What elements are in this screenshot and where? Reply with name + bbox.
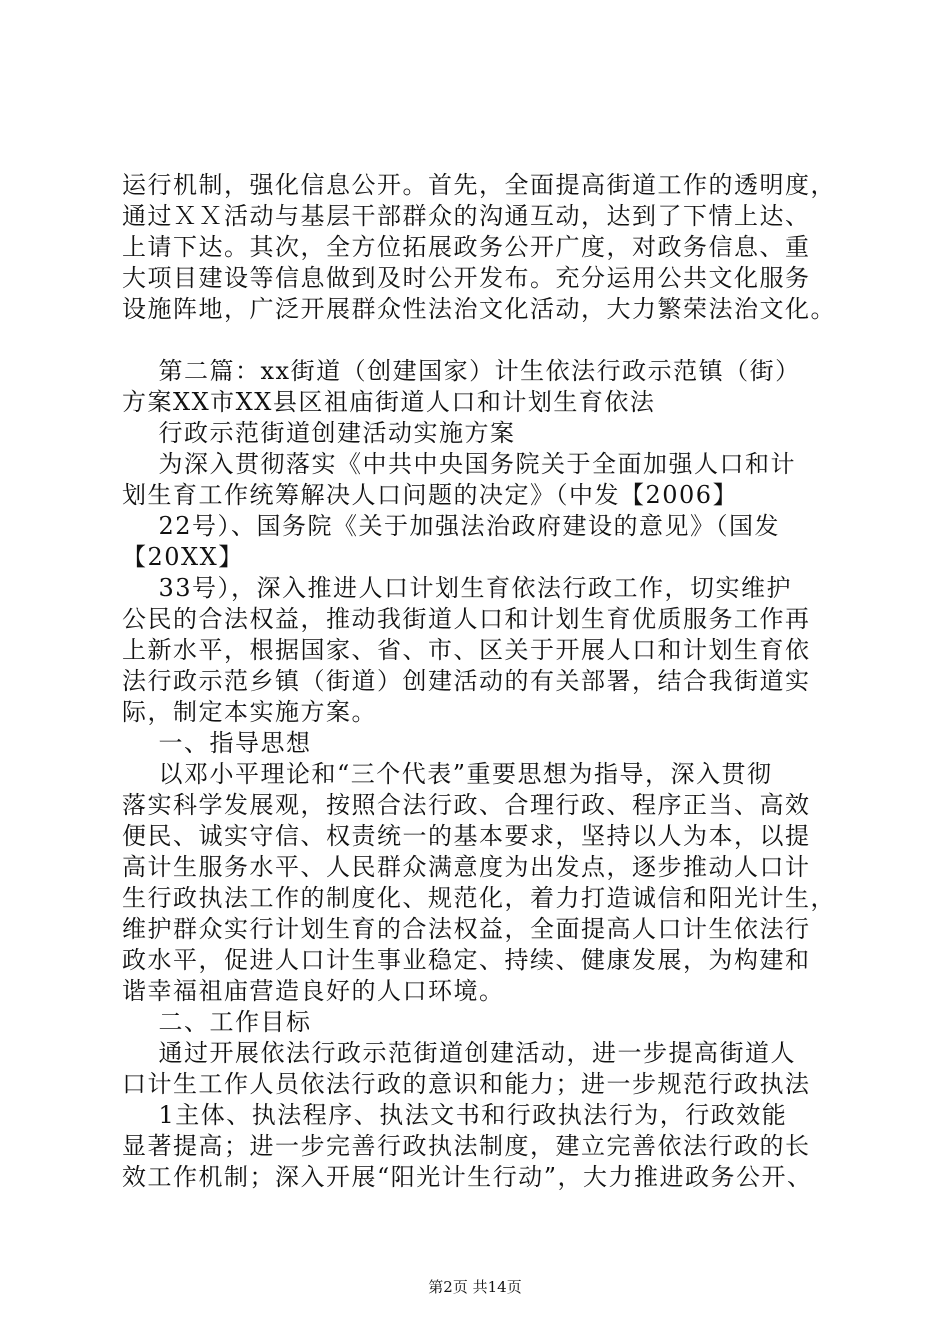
text-line: 【20XX】	[122, 543, 244, 571]
text-line: 上新水平，根据国家、省、市、区关于开展人口和计划生育依	[122, 636, 811, 664]
text-line: 公民的合法权益，推动我街道人口和计划生育优质服务工作再	[122, 605, 811, 633]
page-number-footer: 第2页 共14页	[428, 1278, 522, 1296]
text-line: 高计生服务水平、人民群众满意度为出发点，逐步推动人口计	[122, 853, 811, 881]
blank-line	[122, 325, 852, 356]
text-line: 便民、诚实守信、权责统一的基本要求，坚持以人为本，以提	[122, 822, 811, 850]
section-heading-line: 方案XX市XX县区祖庙街道人口和计划生育依法	[122, 388, 656, 416]
text-line: 运行机制，强化信息公开。首先，全面提高街道工作的透明度，	[122, 171, 836, 199]
text-line: 通过开展依法行政示范街道创建活动，进一步提高街道人	[122, 1039, 797, 1067]
text-line: 维护群众实行计划生育的合法权益，全面提高人口计生依法行	[122, 915, 811, 943]
text-line: 谐幸福祖庙营造良好的人口环境。	[122, 977, 505, 1005]
text-line: 为深入贯彻落实《中共中央国务院关于全面加强人口和计	[122, 450, 797, 478]
text-line: 1主体、执法程序、执法文书和行政执法行为，行政效能	[122, 1101, 788, 1129]
text-line: 显著提高；进一步完善行政执法制度，建立完善依法行政的长	[122, 1132, 811, 1160]
text-line: 33号），深入推进人口计划生育依法行政工作，切实维护	[122, 574, 793, 602]
text-line: 以邓小平理论和“三个代表”重要思想为指导，深入贯彻	[122, 760, 773, 788]
text-line: 大项目建设等信息做到及时公开发布。充分运用公共文化服务	[122, 264, 811, 292]
text-line: 效工作机制；深入开展“阳光计生行动”，大力推进政务公开、	[122, 1163, 813, 1191]
heading-work-goals: 二、工作目标	[122, 1008, 312, 1036]
text-line: 际，制定本实施方案。	[122, 698, 377, 726]
text-line: 上请下达。其次，全方位拓展政务公开广度，对政务信息、重	[122, 233, 811, 261]
text-line: 划生育工作统筹解决人口问题的决定》（中发【2006】	[122, 481, 739, 509]
section-heading-line: 行政示范街道创建活动实施方案	[122, 419, 516, 447]
text-line: 设施阵地，广泛开展群众性法治文化活动，大力繁荣法治文化。	[122, 295, 836, 323]
text-line: 法行政示范乡镇（街道）创建活动的有关部署，结合我街道实	[122, 667, 811, 695]
text-line: 落实科学发展观，按照合法行政、合理行政、程序正当、高效	[122, 791, 811, 819]
heading-guiding-thought: 一、指导思想	[122, 729, 312, 757]
document-body	[122, 170, 852, 1193]
text-line: 生行政执法工作的制度化、规范化，着力打造诚信和阳光计生，	[122, 884, 836, 912]
text-line: 通过ＸＸ活动与基层干部群众的沟通互动，达到了下情上达、	[122, 202, 811, 230]
text-line: 口计生工作人员依法行政的意识和能力；进一步规范行政执法	[122, 1070, 811, 1098]
section-heading-line: 第二篇：xx街道（创建国家）计生依法行政示范镇（街）	[122, 357, 801, 385]
text-line: 政水平，促进人口计生事业稳定、持续、健康发展，为构建和	[122, 946, 811, 974]
text-line: 22号）、国务院《关于加强法治政府建设的意见》（国发	[122, 512, 781, 540]
